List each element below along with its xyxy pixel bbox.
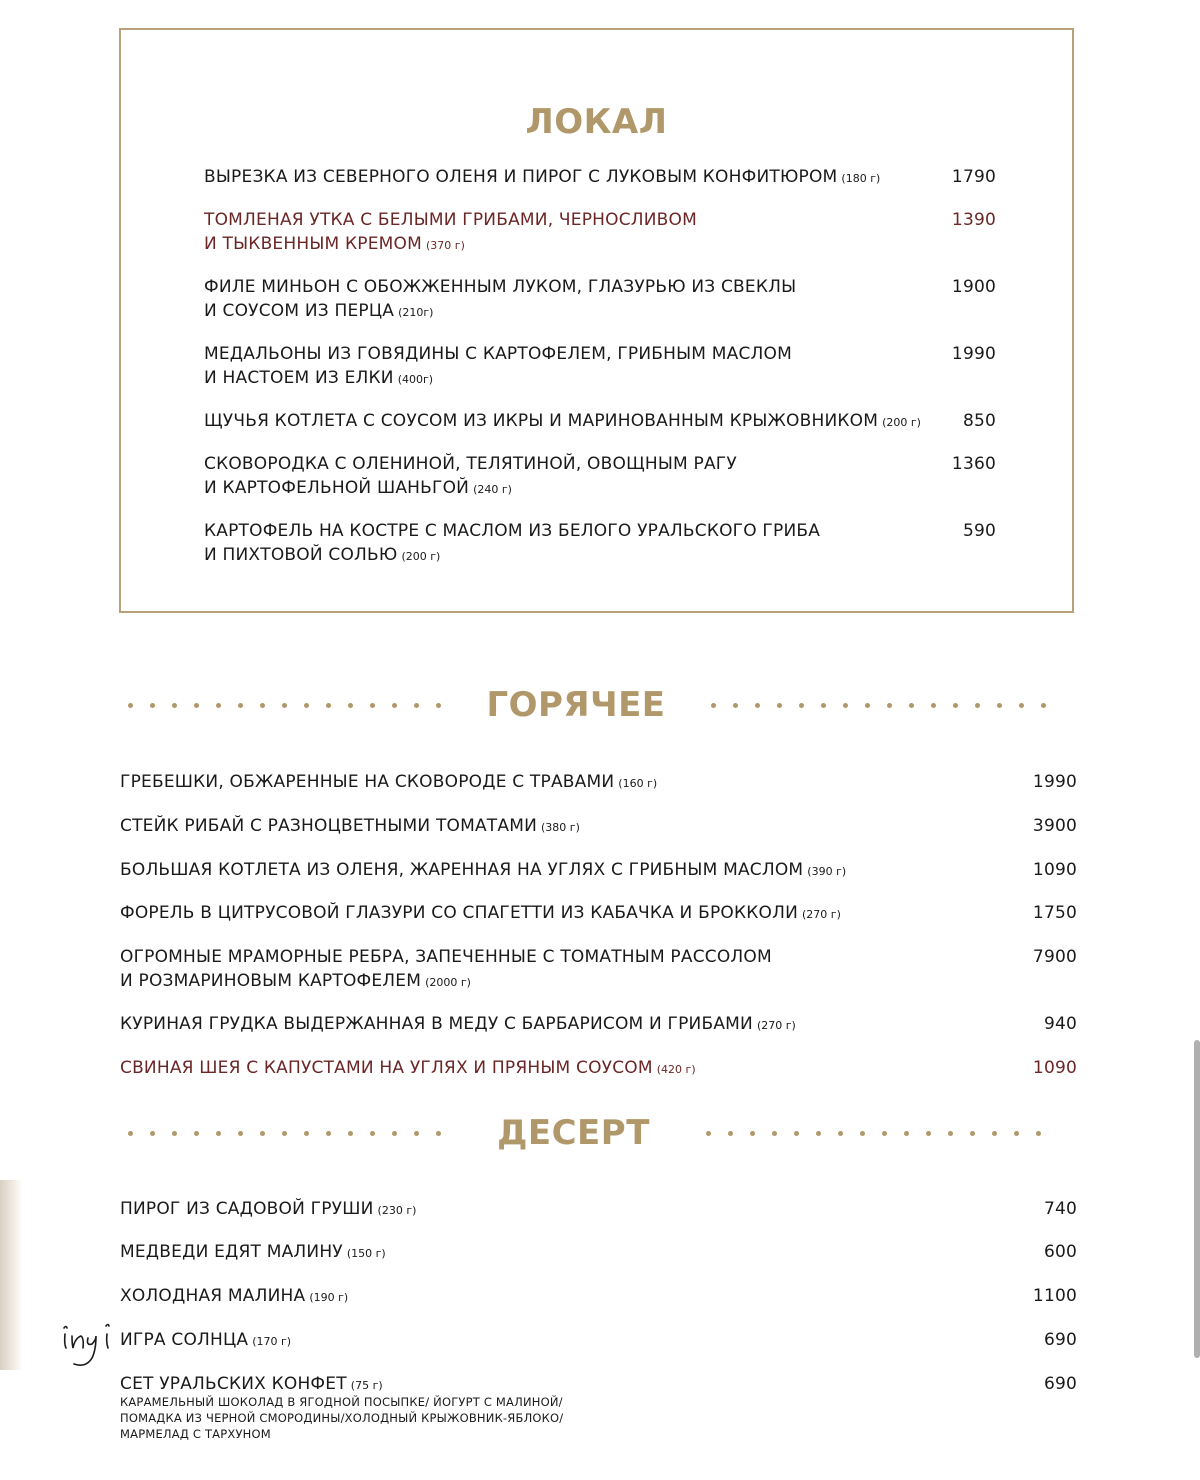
dot-divider-right	[711, 703, 1046, 708]
item-weight: (160 г)	[618, 777, 658, 790]
menu-item	[120, 814, 1077, 840]
item-name: МЕДАЛЬОНЫ ИЗ ГОВЯДИНЫ С КАРТОФЕЛЕМ, ГРИБНЫМ МАСЛОМ И НАСТОЕМ ИЗ ЕЛКИ	[204, 344, 792, 388]
item-price: 690	[1043, 1330, 1077, 1350]
menu-item	[120, 1328, 1077, 1354]
menu-item	[204, 208, 996, 258]
item-weight: (210г)	[398, 306, 434, 319]
item-name: ИГРА СОЛНЦА	[120, 1330, 249, 1350]
item-price: 1990	[1032, 772, 1077, 792]
menu-item	[120, 1240, 1077, 1266]
item-price: 940	[1043, 1014, 1077, 1034]
item-weight: (390 г)	[807, 865, 847, 878]
item-price: 1750	[1032, 903, 1077, 923]
item-name: ТОМЛЕНАЯ УТКА С БЕЛЫМИ ГРИБАМИ, ЧЕРНОСЛИВОМ И ТЫКВЕННЫМ КРЕМОМ	[204, 210, 697, 254]
menu-item	[120, 901, 1077, 927]
item-price: 3900	[1032, 816, 1077, 836]
item-weight: (270 г)	[802, 908, 841, 921]
item-name: ОГРОМНЫЕ МРАМОРНЫЕ РЕБРА, ЗАПЕЧЕННЫЕ С ТОМАТНЫМ РАССОЛОМ И РОЗМАРИНОВЫМ КАРТОФЕЛЕМ	[120, 947, 772, 991]
menu-item	[204, 519, 996, 569]
item-price: 1360	[951, 454, 996, 474]
item-weight: (230 г)	[377, 1204, 417, 1217]
item-name: ФИЛЕ МИНЬОН С ОБОЖЖЕННЫМ ЛУКОМ, ГЛАЗУРЬЮ ИЗ СВЕКЛЫ И СОУСОМ ИЗ ПЕРЦА	[204, 277, 797, 321]
dot-divider-left	[128, 1131, 441, 1136]
item-weight: (370 г)	[426, 239, 465, 252]
item-name: ПИРОГ ИЗ САДОВОЙ ГРУШИ	[120, 1199, 374, 1219]
item-name: БОЛЬШАЯ КОТЛЕТА ИЗ ОЛЕНЯ, ЖАРЕННАЯ НА УГЛЯХ С ГРИБНЫМ МАСЛОМ	[120, 860, 804, 880]
item-weight: (2000 г)	[425, 976, 471, 989]
item-weight: (190 г)	[309, 1291, 349, 1304]
item-weight: (170 г)	[252, 1335, 292, 1348]
item-weight: (400г)	[397, 373, 434, 386]
item-price: 1790	[951, 167, 996, 187]
item-weight: (270 г)	[756, 1019, 796, 1032]
section-header-hot	[128, 685, 1078, 725]
item-weight: (240 г)	[473, 483, 512, 496]
item-price: 1900	[951, 277, 996, 297]
item-name: КУРИНАЯ ГРУДКА ВЫДЕРЖАННАЯ В МЕДУ С БАРБАРИСОМ И ГРИБАМИ	[120, 1014, 753, 1034]
menu-item	[120, 1197, 1077, 1223]
item-name: ВЫРЕЗКА ИЗ СЕВЕРНОГО ОЛЕНЯ И ПИРОГ С ЛУКОВЫМ КОНФИТЮРОМ	[204, 167, 838, 187]
item-price: 740	[1043, 1199, 1077, 1219]
item-price: 590	[962, 521, 996, 541]
item-weight: (150 г)	[346, 1247, 386, 1260]
menu-item	[120, 1284, 1077, 1310]
item-price: 600	[1043, 1242, 1077, 1262]
item-price: 850	[962, 411, 996, 431]
section-title-hot: ГОРЯЧЕЕ	[486, 685, 666, 725]
item-weight: (75 г)	[350, 1379, 383, 1392]
item-price: 690	[1043, 1374, 1077, 1394]
item-name: СТЕЙК РИБАЙ С РАЗНОЦВЕТНЫМИ ТОМАТАМИ	[120, 816, 538, 836]
menu-item	[204, 342, 996, 392]
item-name: ЩУЧЬЯ КОТЛЕТА С СОУСОМ ИЗ ИКРЫ И МАРИНОВАННЫМ КРЫЖОВНИКОМ	[204, 411, 879, 431]
item-price: 7900	[1032, 947, 1077, 967]
item-name: КАРТОФЕЛЬ НА КОСТРЕ С МАСЛОМ ИЗ БЕЛОГО УРАЛЬСКОГО ГРИБА И ПИХТОВОЙ СОЛЬЮ	[204, 521, 821, 565]
section-title-locale: ЛОКАЛ	[525, 102, 668, 142]
item-name: СЕТ УРАЛЬСКИХ КОНФЕТ	[120, 1374, 347, 1394]
item-name: СКОВОРОДКА С ОЛЕНИНОЙ, ТЕЛЯТИНОЙ, ОВОЩНЫМ РАГУ И КАРТОФЕЛЬНОЙ ШАНЬГОЙ	[204, 454, 737, 498]
dot-divider-left	[128, 703, 441, 708]
item-price: 1990	[951, 344, 996, 364]
dot-divider-right	[706, 1131, 1041, 1136]
menu-item	[204, 275, 996, 325]
item-name: ФОРЕЛЬ В ЦИТРУСОВОЙ ГЛАЗУРИ СО СПАГЕТТИ ИЗ КАБАЧКА И БРОККОЛИ	[120, 903, 798, 923]
item-weight: (200 г)	[882, 416, 921, 429]
item-price: 1390	[951, 210, 996, 230]
page-edge-shadow	[0, 1180, 22, 1370]
menu-item	[120, 770, 1077, 796]
menu-item	[120, 1012, 1077, 1038]
menu-item	[204, 452, 996, 502]
item-weight: (420 г)	[656, 1063, 696, 1076]
menu-item	[120, 1056, 1077, 1082]
item-price: 1090	[1032, 1058, 1077, 1078]
item-name: МЕДВЕДИ ЕДЯТ МАЛИНУ	[120, 1242, 343, 1262]
item-price: 1100	[1032, 1286, 1077, 1306]
item-description: КАРАМЕЛЬНЫЙ ШОКОЛАД В ЯГОДНОЙ ПОСЫПКЕ/ ЙОГУРТ С МАЛИНОЙ/ ПОМАДКА ИЗ ЧЕРНОЙ СМОРОДИНЫ/ХОЛОДНЫЙ КРЫЖОВНИК-ЯБЛОКО/ МАРМЕЛАД С ТАРХУНОМ	[120, 1395, 564, 1441]
item-price: 1090	[1032, 860, 1077, 880]
item-name: ХОЛОДНАЯ МАЛИНА	[120, 1286, 306, 1306]
menu-item	[120, 858, 1077, 884]
menu-item	[204, 409, 996, 435]
item-weight: (380 г)	[541, 821, 580, 834]
menu-item	[204, 165, 996, 191]
item-weight: (180 г)	[841, 172, 881, 185]
item-weight: (200 г)	[401, 550, 441, 563]
section-title-dessert: ДЕСЕРТ	[497, 1113, 650, 1153]
item-name: ГРЕБЕШКИ, ОБЖАРЕННЫЕ НА СКОВОРОДЕ С ТРАВАМИ	[120, 772, 615, 792]
item-name: СВИНАЯ ШЕЯ С КАПУСТАМИ НА УГЛЯХ И ПРЯНЫМ СОУСОМ	[120, 1058, 653, 1078]
menu-item	[120, 945, 1077, 995]
scrollbar-thumb[interactable]	[1194, 1040, 1200, 1358]
handwritten-signature	[58, 1316, 128, 1391]
section-header-dessert	[128, 1113, 1078, 1153]
